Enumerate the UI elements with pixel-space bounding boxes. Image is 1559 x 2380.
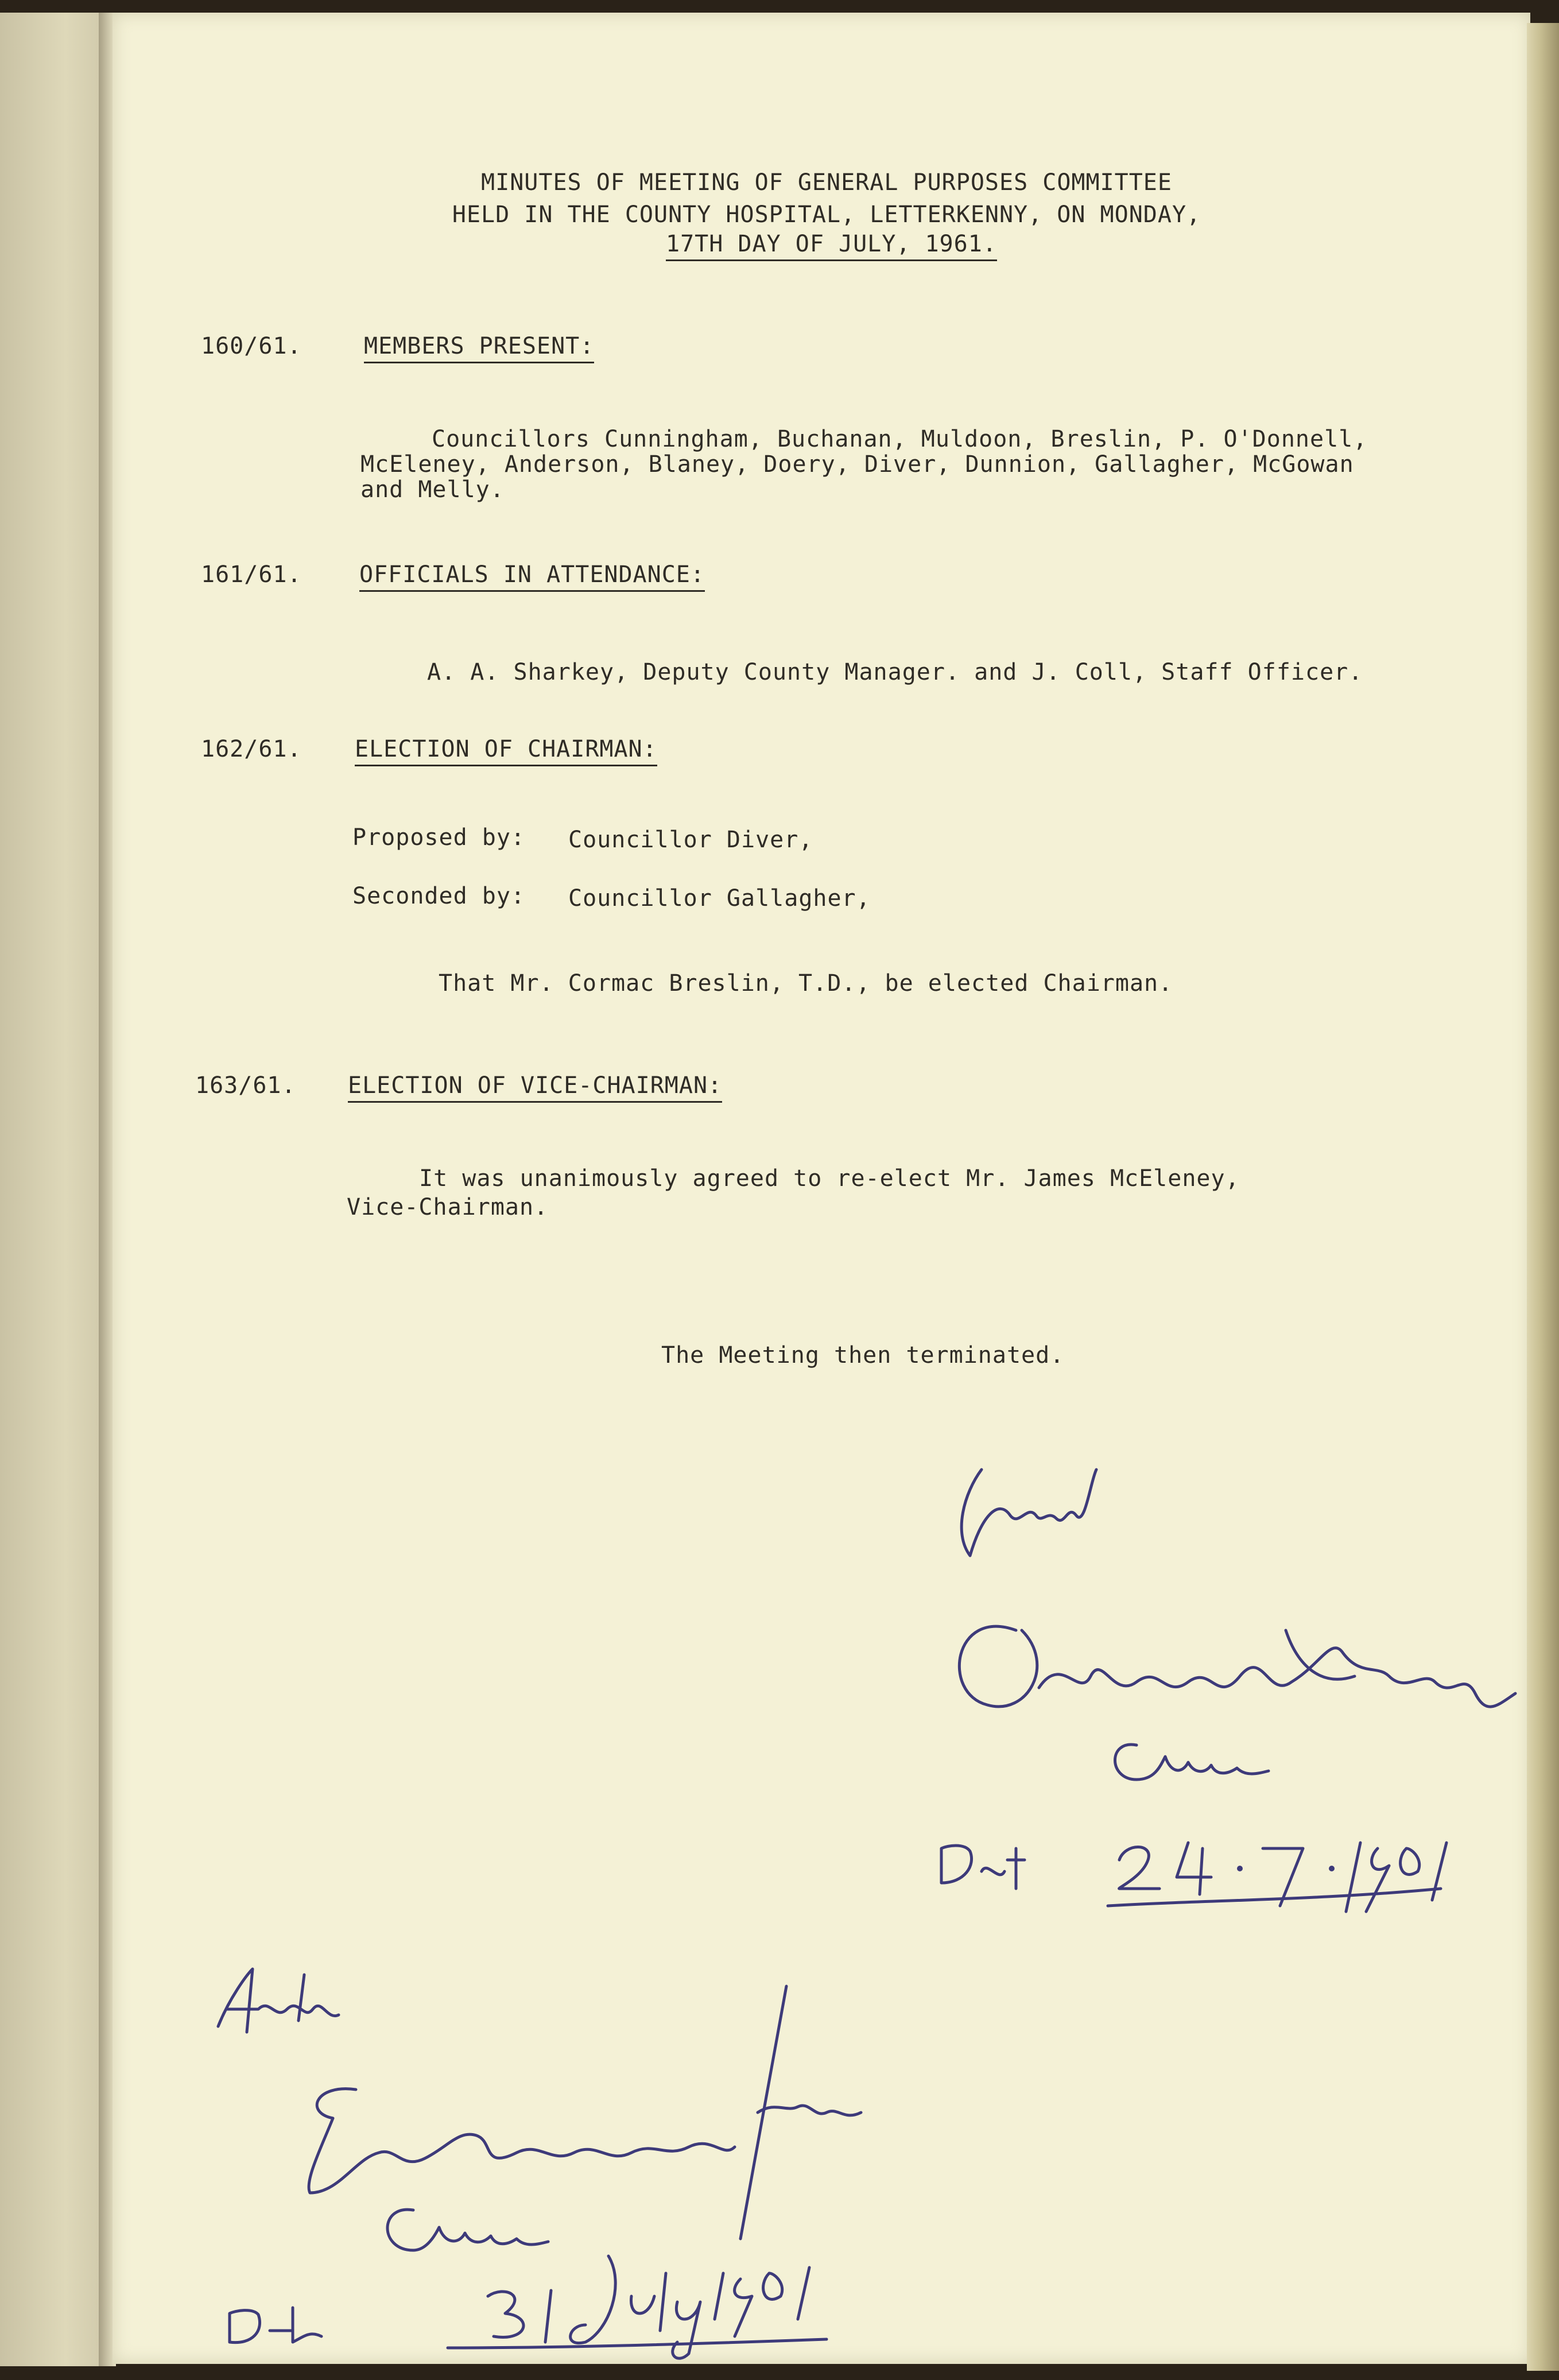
left-page-margin: [0, 13, 109, 2366]
heading-officials-wrap: [359, 561, 705, 588]
date-label-scribble-1: [941, 1846, 1025, 1889]
seconded-label: Seconded by:: [352, 883, 525, 909]
officials-line-1: A. A. Sharkey, Deputy County Manager. and J. Coll, Staff Officer.: [427, 659, 1363, 685]
chairman-resolution: That Mr. Cormac Breslin, T.D., be elected Chairman.: [439, 970, 1173, 997]
title-line-3: 17TH DAY OF JULY, 1961.: [666, 231, 997, 261]
seconded-value: Councillor Gallagher,: [568, 885, 871, 912]
heading-election-vice-chairman-wrap: [348, 1072, 722, 1099]
item-number-162: 162/61.: [201, 736, 302, 762]
heading-officials: OFFICIALS IN ATTENDANCE:: [359, 561, 705, 592]
vice-chairman-line-1: It was unanimously agreed to re-elect Mr. James McEleney,: [419, 1165, 1240, 1192]
proposed-value: Councillor Diver,: [568, 827, 813, 853]
date-underline-1: [1108, 1889, 1441, 1906]
item-number-163: 163/61.: [195, 1072, 296, 1099]
chairman-title-scribble-1: [1115, 1745, 1269, 1780]
item-number-160: 160/61.: [201, 333, 302, 359]
heading-election-chairman-wrap: [355, 736, 657, 762]
signature-block-2: [207, 1963, 953, 2365]
heading-members-present: MEMBERS PRESENT:: [364, 333, 594, 363]
item-number-161: 161/61.: [201, 561, 302, 588]
chairman-title-scribble-2: [387, 2210, 548, 2250]
proposed-label: Proposed by:: [352, 824, 525, 851]
members-line-2: McEleney, Anderson, Blaney, Doery, Diver, Dunnion, Gallagher, McGowan: [360, 451, 1354, 478]
members-line-1: Councillors Cunningham, Buchanan, Muldoon, Breslin, P. O'Donnell,: [432, 426, 1368, 452]
members-line-3: and Melly.: [360, 476, 505, 503]
adopted-scribble: [218, 1969, 339, 2032]
heading-members-present-wrap: [364, 333, 594, 359]
chairman-signature-1: [959, 1626, 1515, 1707]
chairman-signature-2: [309, 2089, 735, 2193]
date-label-scribble-2: [230, 2308, 321, 2343]
title-line-2: HELD IN THE COUNTY HOSPITAL, LETTERKENNY, ON MONDAY,: [452, 201, 1201, 228]
title-line-3-wrap: [666, 231, 997, 257]
signature-block-1: [918, 1447, 1527, 1940]
closing-line: The Meeting then terminated.: [661, 1342, 1065, 1369]
vice-chairman-line-2: Vice-Chairman.: [347, 1194, 549, 1220]
title-line-1: MINUTES OF MEETING OF GENERAL PURPOSES COMMITTEE: [481, 169, 1172, 196]
heading-election-chairman: ELECTION OF CHAIRMAN:: [355, 736, 657, 766]
date-underline-2: [448, 2339, 827, 2348]
page-edge: [1527, 23, 1559, 2371]
confirmed-scribble: [961, 1470, 1096, 1556]
heading-election-vice-chairman: ELECTION OF VICE-CHAIRMAN:: [348, 1072, 722, 1103]
